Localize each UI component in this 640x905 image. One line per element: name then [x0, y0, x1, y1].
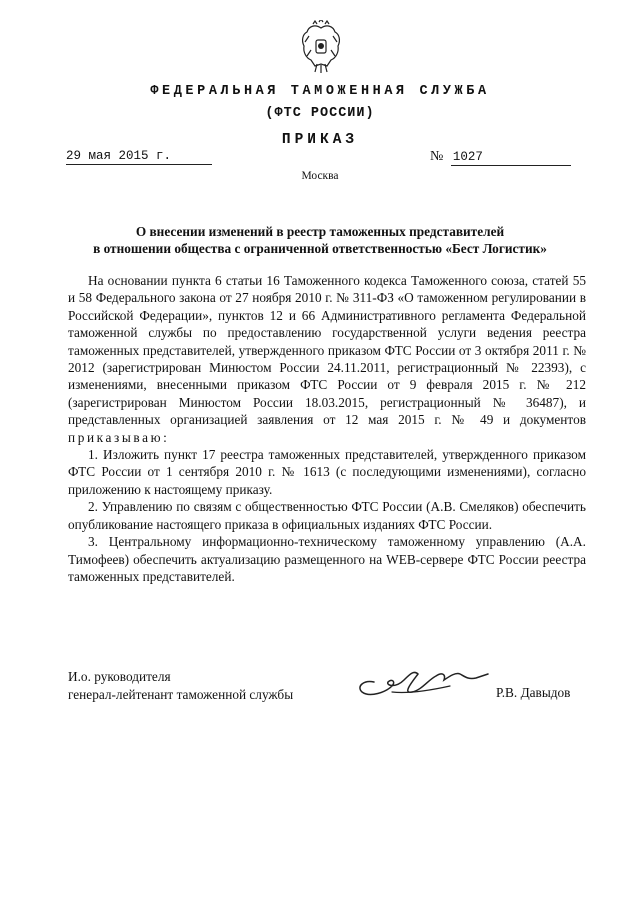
subject-line-1: О внесении изменений в реестр таможенных представителей: [135, 224, 505, 239]
order-number: [430, 149, 580, 166]
order-item-3: 3. Центральному информационно-техническому таможенному управлению (А.А. Тимофеев) обеспечить актуализацию размещенного на WEB-сервере ФТС России реестра таможенных представителей.: [68, 534, 586, 584]
number-sign: №: [430, 149, 444, 164]
order-word: приказываю:: [68, 429, 170, 445]
subject-line-2: в отношении общества с ограниченной ответственностью «Бест Логистик»: [93, 241, 547, 256]
order-body: [68, 272, 586, 585]
preamble-paragraph: [68, 272, 586, 446]
coat-of-arms-icon: [297, 20, 345, 74]
city: Москва: [301, 170, 339, 182]
document-type: ПРИКАЗ: [281, 132, 359, 148]
order-item-1: 1. Изложить пункт 17 реестра таможенных представителей, утвержденного приказом ФТС России от 1 сентября 2010 г. № 1613 (с последующими изменениями), согласно приложению к настоящему приказу.: [68, 447, 586, 497]
agency-name: ФЕДЕРАЛЬНАЯ ТАМОЖЕННАЯ СЛУЖБА: [150, 84, 490, 99]
agency-short-name: (ФТС РОССИИ): [265, 106, 375, 121]
signer-name: Р.В. Давыдов: [496, 685, 571, 700]
signer-title-line-2: генерал-лейтенант таможенной службы: [68, 687, 294, 702]
signer-title: [68, 668, 293, 704]
handwritten-signature: [352, 660, 492, 704]
order-subject: [60, 223, 580, 257]
preamble-text: На основании пункта 6 статьи 16 Таможенного кодекса Таможенного союза, статей 55 и 58 Федерального закона от 27 ноября 2010 г. № 311-ФЗ «О таможенном регулировании в Российской Федерации», пунктов 12 и 66 Административного регламента Федеральной таможенной службы по предоставлению государственной услуги ведения реестра таможенных представителей, утвержденного приказом ФТС России от 3 октября 2011 г. № 2012 (зарегистрирован Минюстом России 24.11.2011, регистрационный № 22393), с изменениями, внесенными приказом ФТС России от 9 февраля 2015 г. № 212 (зарегистрирован Минюстом России 18.03.2015, регистрационный № 36487), и представленных организацией заявления от 12 мая 2015 г. № 49 и документов: [68, 273, 586, 428]
order-item-2: 2. Управлению по связям с общественностью ФТС России (А.В. Смеляков) обеспечить опубликование настоящего приказа в официальных изданиях ФТС России.: [68, 499, 586, 532]
order-number-value: 1027: [451, 150, 571, 166]
signer-title-line-1: И.о. руководителя: [68, 669, 171, 684]
order-date: 29 мая 2015 г.: [66, 149, 212, 165]
